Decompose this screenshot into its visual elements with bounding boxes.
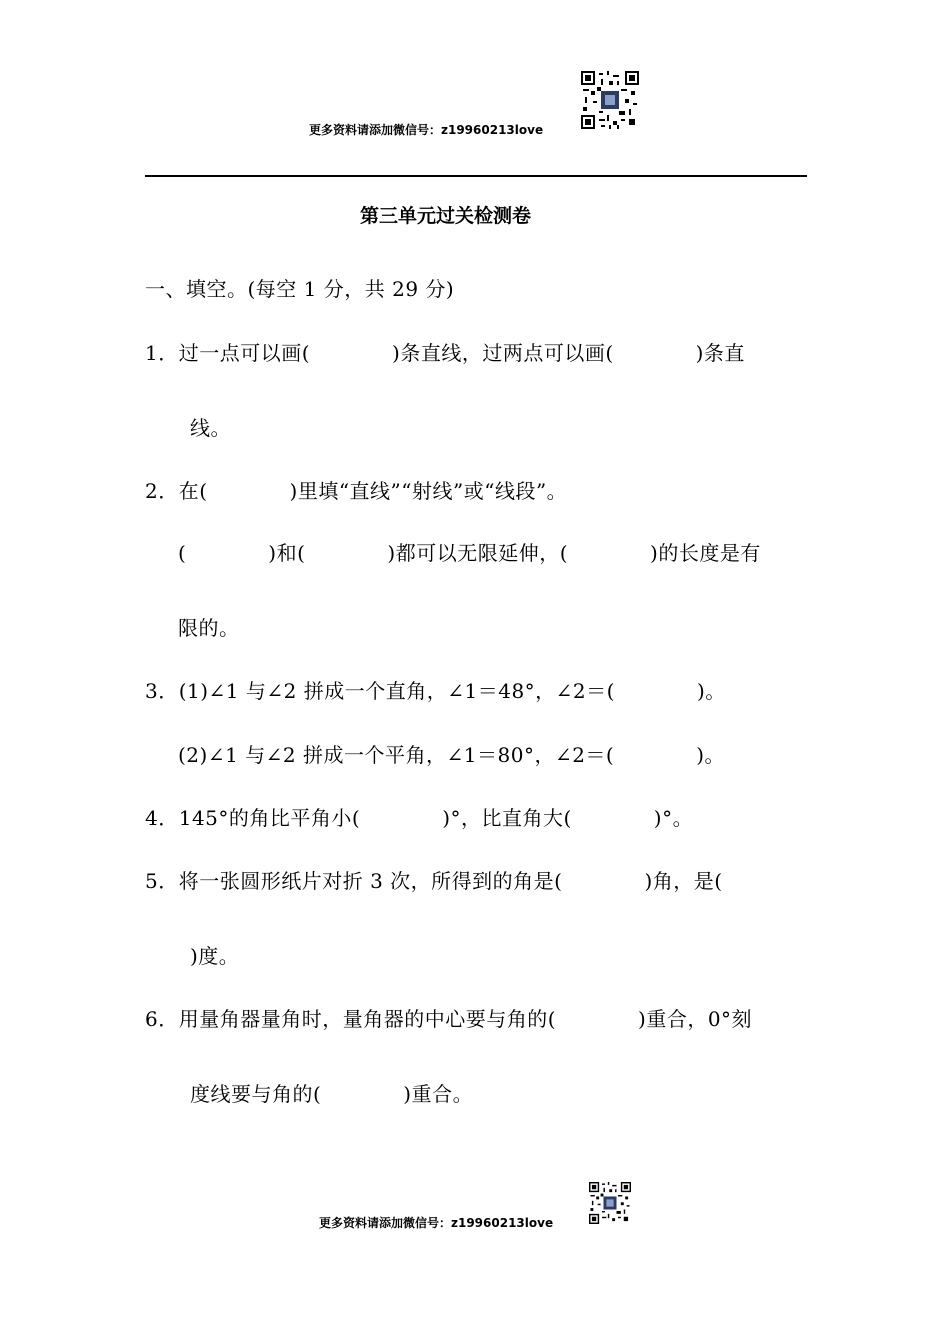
question-2-line-1: 2．在( )里填“直线”“射线”或“线段”。	[145, 479, 568, 503]
question-2-line-3: 限的。	[178, 616, 240, 640]
question-5-line-2: )度。	[190, 944, 240, 968]
question-3-line-2: (2)∠1 与∠2 拼成一个平角，∠1＝80°，∠2＝( )。	[178, 743, 726, 767]
question-1-line-1: 1．过一点可以画( )条直线，过两点可以画( )条直	[145, 341, 745, 365]
page-title: 第三单元过关检测卷	[360, 205, 532, 227]
question-6-line-2: 度线要与角的( )重合。	[190, 1082, 474, 1106]
header-divider	[145, 175, 807, 177]
footer-qr-code	[589, 1182, 631, 1224]
question-5-line-1: 5．将一张圆形纸片对折 3 次，所得到的角是( )角，是(	[145, 869, 723, 893]
section-heading: 一、填空。(每空 1 分，共 29 分)	[145, 277, 455, 301]
question-4-line-1: 4．145°的角比平角小( )°，比直角大( )°。	[145, 806, 694, 830]
footer-watermark-text: 更多资料请添加微信号：z19960213love	[319, 1216, 554, 1230]
question-2-line-2: ( )和( )都可以无限延伸，( )的长度是有	[178, 541, 761, 565]
header-watermark-text: 更多资料请添加微信号：z19960213love	[309, 123, 544, 137]
header-qr-code	[581, 71, 639, 129]
question-1-line-2: 线。	[190, 416, 231, 440]
question-6-line-1: 6．用量角器量角时，量角器的中心要与角的( )重合，0°刻	[145, 1007, 753, 1031]
question-3-line-1: 3．(1)∠1 与∠2 拼成一个直角，∠1＝48°，∠2＝( )。	[145, 679, 726, 703]
